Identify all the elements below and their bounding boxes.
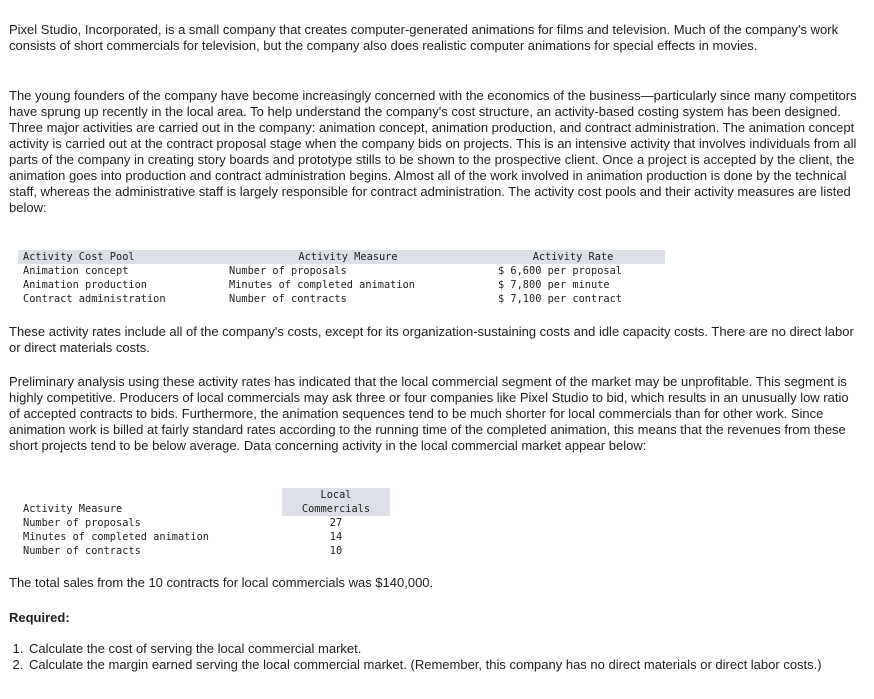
rates-header-pool: Activity Cost Pool (23, 251, 135, 263)
activity-row-value: 27 (329, 517, 343, 529)
activity-row-label: Minutes of completed animation (23, 531, 209, 543)
activity-row-label: Number of contracts (23, 545, 141, 557)
total-sales-paragraph: The total sales from the 10 contracts for local commercials was $140,000. (9, 575, 434, 590)
rates-row-measure: Number of contracts (229, 293, 347, 305)
activity-row-label: Number of proposals (23, 517, 141, 529)
requirement-item: 2. Calculate the margin earned serving the local commercial market. (Remember, this company has no direct materials or direct labor costs.) (27, 657, 867, 673)
rates-header-rate: Activity Rate (532, 251, 614, 263)
analysis-paragraph: Preliminary analysis using these activity rates has indicated that the local commercial segment of the market may be unprofitable. This segment is highly competitive. Producers of local commercials may ask three or four companies like Pixel Studio to bid, which results in an unusually low ratio of accepted contracts to bids. Furthermore, the animation sequences tend to be much shorter for local commercials than for other work. Since animation work is billed at fairly standard rates according to the running time of the completed animation, this means that the revenues from these short projects tend to be below average. Data concerning activity in the local commercial market appear below: (9, 374, 849, 453)
activity-row-value: 10 (329, 545, 343, 557)
activity-header-line1: Local (320, 489, 352, 501)
required-heading: Required: (9, 610, 70, 625)
activity-row-value: 14 (329, 531, 343, 543)
rates-row-pool: Animation production (23, 279, 147, 291)
rates-note-paragraph: These activity rates include all of the company's costs, except for its organization-sustaining costs and idle capacity costs. There are no direct labor or direct materials costs. (9, 324, 854, 355)
requirement-item: 1. Calculate the cost of serving the local commercial market. (27, 641, 867, 657)
requirements-list (9, 641, 867, 673)
rates-row-measure: Number of proposals (229, 265, 347, 277)
rates-header-measure: Activity Measure (298, 251, 398, 263)
background-paragraph: The young founders of the company have become increasingly concerned with the economics of the business—particularly since many competitors have sprung up recently in the local area. To help understand the company's cost structure, an activity-based costing system has been designed. Three major activities are carried out in the company: animation concept, animation production, and contract administration. The animation concept activity is carried out at the contract proposal stage when the company bids on projects. This is an intensive activity that involves individuals from all parts of the company in creating story boards and prototype stills to be shown to the prospective client. Once a project is accepted by the client, the animation goes into production and contract administration begins. Almost all of the work involved in animation production is done by the technical staff, whereas the administrative staff is largely responsible for contract administration. The activity cost pools and their activity measures are listed below: (9, 88, 857, 215)
rates-row-rate: $ 7,800 per minute (498, 279, 610, 291)
rates-row-measure: Minutes of completed animation (229, 279, 415, 291)
rates-row-rate: $ 7,100 per contract (498, 293, 622, 305)
rates-row-pool: Animation concept (23, 265, 129, 277)
intro-paragraph: Pixel Studio, Incorporated, is a small company that creates computer-generated animations for films and television. Much of the company's work consists of short commercials for television, but the company also does realistic computer animations for special effects in movies. (9, 22, 839, 53)
rates-row-rate: $ 6,600 per proposal (498, 265, 622, 277)
activity-measure-header: Activity Measure (23, 503, 123, 515)
activity-header-line2: Commercials (301, 503, 371, 515)
rates-row-pool: Contract administration (23, 293, 166, 305)
